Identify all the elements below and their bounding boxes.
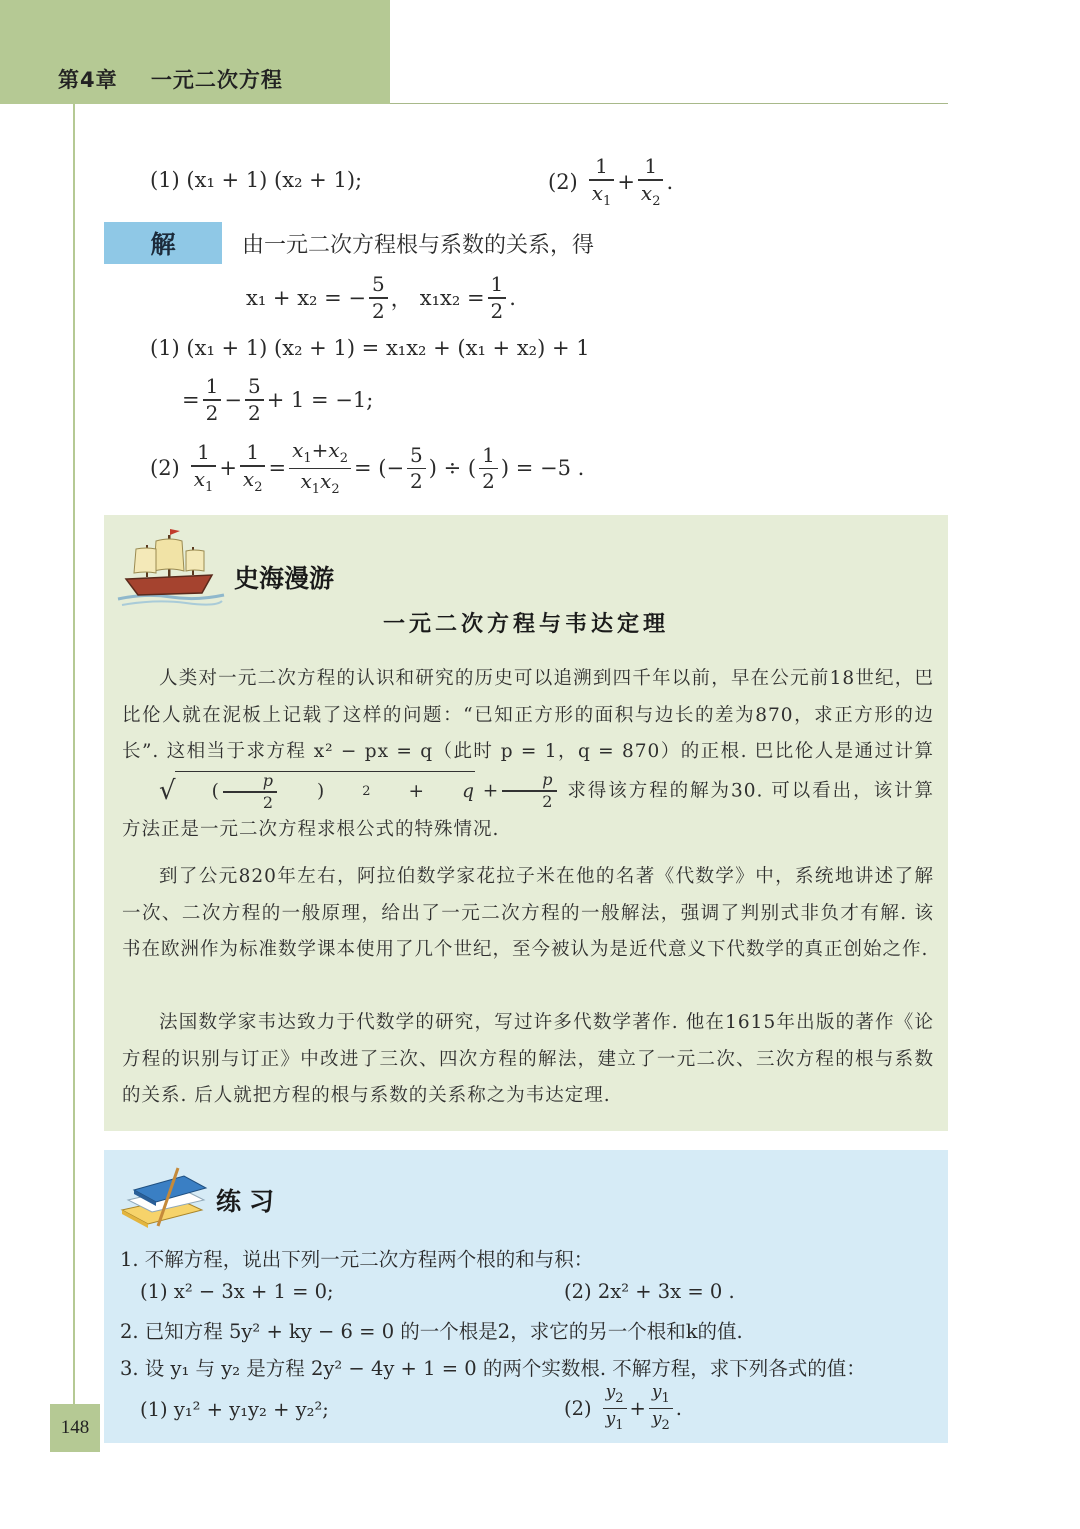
exercise-question-1-part-1: (1) x² − 3x + 1 = 0;: [140, 1280, 334, 1303]
header-rule: [390, 103, 948, 104]
step-2-divide: ) ÷ (: [428, 456, 477, 481]
page-number: 148: [50, 1404, 100, 1452]
solution-step-2: (2) $\frac{1}{x_1}$ + $\frac{1}{x_2}$ = $\frac{x_1+x_2}{x_1x_2}$ = (− $\frac{5}{2}$ ) ÷ ( $\frac{1}{2}$ ) = −5 .: [150, 438, 585, 498]
step-2-mid: = (−: [353, 456, 405, 481]
fraction-1-over-x1: $\frac{1}{x_1}$: [589, 156, 615, 208]
chapter-title: 第4章 一元二次方程: [58, 68, 283, 92]
fraction-5-over-2: $\frac{5}{2}$: [407, 445, 426, 493]
exercise-question-3: 3. 设 y₁ 与 y₂ 是方程 2y² − 4y + 1 = 0 的两个实数根. 不解方程，求下列各式的值：: [120, 1357, 866, 1380]
exercise-question-3-part-1: (1) y₁² + y₁y₂ + y₂²;: [140, 1398, 329, 1421]
exercise-section: [104, 1150, 948, 1443]
margin-rule: [73, 104, 75, 1404]
solution-step-1-line-1: [150, 336, 590, 360]
fraction-1-over-x2: $\frac{1}{x_2}$: [240, 442, 266, 494]
problem-part-1: [150, 168, 362, 192]
history-paragraph-1-part-a: 人类对一元二次方程的认识和研究的历史可以追溯到四千年以前，早在公元前18世纪，巴比伦人就在泥板上记载了这样的问题：“已知正方形的面积与边长的差为870，求正方形的边长”. 这相当于求方程 x² − px = q（此时 p = 1，q = 870）的正根. 巴比伦人是通过计算: [122, 668, 934, 762]
relation-product-text: x₁x₂ =: [419, 285, 485, 310]
fraction-5-over-2: $\frac{5}{2}$: [369, 274, 388, 322]
sailing-ship-icon: [116, 527, 226, 609]
history-paragraph-1: 人类对一元二次方程的认识和研究的历史可以追溯到四千年以前，早在公元前18世纪，巴比伦人就在泥板上记载了这样的问题：“已知正方形的面积与边长的差为870，求正方形的边长”. 这相当于求方程 x² − px = q（此时 p = 1，q = 870）的正根. 巴比伦人是通过计算 √ ( $\frac{p}{2}$ ) 2 + q + $\frac{p}{2}$ 求得该方程的解为30. 可以看出，该计算方法正是一元二次方程求根公式的特殊情况.: [122, 668, 934, 840]
sqrt-expression: √ ( $\frac{p}{2}$ ) 2 + q: [159, 770, 475, 812]
fraction-p-over-2: $\frac{p}{2}$: [502, 772, 556, 811]
fraction-y2-over-y1: $\frac{y_2}{y_1}$: [603, 1384, 627, 1433]
step-2-result: ) = −5 .: [500, 456, 585, 481]
exercise-question-2: 2. 已知方程 5y² + ky − 6 = 0 的一个根是2，求它的另一个根和k的值.: [120, 1320, 743, 1343]
fraction-1-over-2: $\frac{1}{2}$: [203, 376, 222, 424]
step-1-text: (1) (x₁ + 1) (x₂ + 1) = x₁x₂ + (x₁ + x₂) + 1: [150, 336, 590, 360]
step-1-result: + 1 = −1;: [266, 387, 374, 412]
history-paragraph-3: 法国数学家韦达致力于代数学的研究，写过许多代数学著作. 他在1615年出版的著作《论方程的识别与订正》中改进了三次、四次方程的解法，建立了一元二次、三次方程的根与系数的关系. 后人就把方程的根与系数的关系称之为韦达定理.: [122, 1012, 934, 1106]
q3-part-2-label: (2): [564, 1396, 592, 1420]
fraction-sum-over-product: $\frac{x_1+x_2}{x_1x_2}$: [289, 440, 351, 497]
problem-part-2: (2) $\frac{1}{x_1}$ + $\frac{1}{x_2}$ .: [548, 154, 674, 209]
problem-part-1-text: (1) (x₁ + 1) (x₂ + 1);: [150, 168, 363, 192]
fraction-1-over-2: $\frac{1}{2}$: [479, 445, 498, 493]
fraction-5-over-2: $\frac{5}{2}$: [245, 376, 264, 424]
fraction-1-over-2: $\frac{1}{2}$: [488, 274, 507, 322]
solution-intro-text: 由一元二次方程根与系数的关系，得: [242, 233, 595, 258]
history-section: [104, 515, 948, 1131]
exercise-question-1-part-2: (2) 2x² + 3x = 0 .: [564, 1280, 735, 1303]
solution-tag: 解: [104, 222, 222, 264]
q3-part-2-end: .: [675, 1396, 682, 1420]
history-paragraph-1-part-b: 求得该方程的解为30. 可以看出，该计算方法正是一元二次方程求根公式的特殊情况.: [122, 780, 934, 840]
step-2-label: (2): [150, 456, 180, 481]
relation-sum-text: x₁ + x₂ = −: [246, 285, 367, 310]
history-heading: 史海漫游: [234, 564, 335, 593]
problem-part-2-label: (2): [548, 170, 578, 195]
history-paragraph-2: 到了公元820年左右，阿拉伯数学家花拉子米在他的名著《代数学》中，系统地讲述了解一次、二次方程的一般原理，给出了一元二次方程的一般解法，强调了判别式非负才有解. 该书在欧洲作为标准数学课本使用了几个世纪，至今被认为是近代意义下代数学的真正创始之作.: [122, 866, 934, 960]
problem-part-2-end: .: [666, 170, 674, 195]
solution-step-1-line-2: = $\frac{1}{2}$ − $\frac{5}{2}$ + 1 = −1;: [182, 374, 374, 425]
exercise-question-3-part-2: (2) $\frac{y_2}{y_1}$ + $\frac{y_1}{y_2}$ .: [564, 1382, 682, 1434]
books-icon: [118, 1164, 210, 1228]
fraction-1-over-x2: $\frac{1}{x_2}$: [638, 156, 664, 208]
solution-intro: [242, 228, 594, 259]
fraction-y1-over-y2: $\frac{y_1}{y_2}$: [649, 1384, 673, 1433]
solution-relations: x₁ + x₂ = − $\frac{5}{2}$ ， x₁x₂ = $\frac{1}{2}$ .: [246, 272, 516, 323]
exercise-heading: 练习: [216, 1187, 283, 1216]
fraction-1-over-x1: $\frac{1}{x_1}$: [191, 442, 217, 494]
history-title: 一元二次方程与韦达定理: [382, 612, 669, 637]
exercise-question-1: 1. 不解方程，说出下列一元二次方程两个根的和与积：: [120, 1248, 594, 1271]
relation-separator: ，: [390, 286, 412, 311]
